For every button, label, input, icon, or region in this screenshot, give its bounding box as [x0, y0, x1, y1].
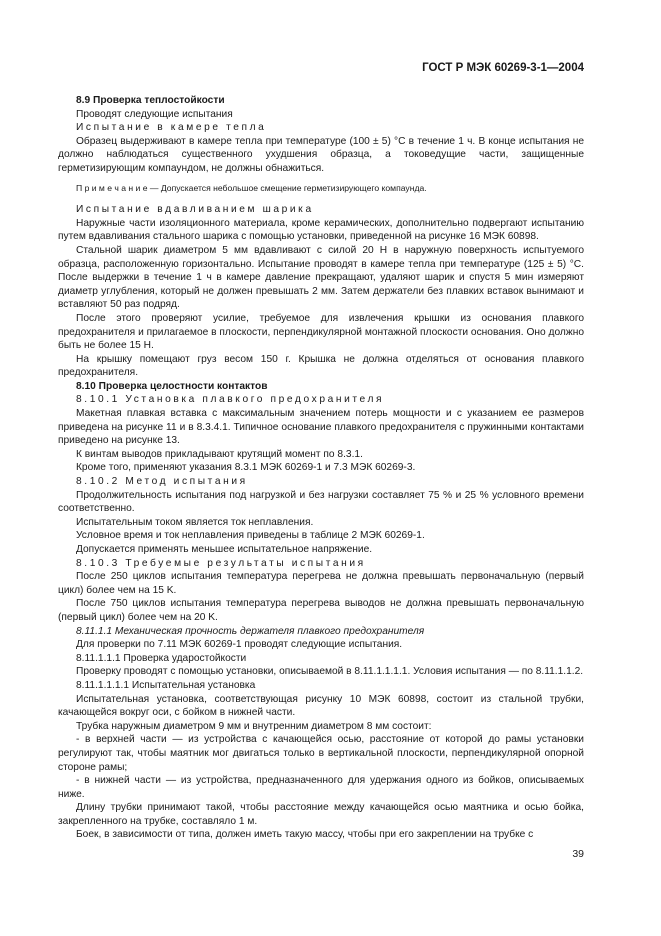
- paragraph: Боек, в зависимости от типа, должен иметь такую массу, чтобы при его закреплении на трубке с: [76, 829, 534, 841]
- subsection-heading: 8.10.1 Установка плавкого предохранителя: [76, 394, 385, 406]
- page-number: 39: [572, 848, 584, 860]
- test-heading: Испытание в камере тепла: [76, 122, 267, 134]
- paragraph: Продолжительность испытания под нагрузкой и без нагрузки составляет 75 % и 25 % условного времени соответственно.: [58, 489, 584, 515]
- paragraph: Кроме того, применяют указания 8.3.1 МЭК 60269-1 и 7.3 МЭК 60269-3.: [76, 462, 416, 474]
- paragraph: Трубка наружным диаметром 9 мм и внутренним диаметром 8 мм состоит:: [76, 720, 432, 732]
- subsection-heading: 8.11.1.1 Механическая прочность держателя плавкого предохранителя: [76, 625, 425, 637]
- paragraph: Испытательная установка, соответствующая рисунку 10 МЭК 60898, состоит из стальной трубки, качающейся вокруг оси, с бойком в нижней части.: [58, 693, 584, 719]
- subsection-heading: 8.10.2 Метод испытания: [76, 476, 248, 488]
- paragraph: Проверку проводят с помощью установки, описываемой в 8.11.1.1.1.1. Условия испытания — по 8.11.1.1.2.: [76, 666, 584, 678]
- paragraph: После 250 циклов испытания температура перегрева не должна превышать первоначальную (первый цикл) более чем на 15 K.: [58, 571, 584, 596]
- paragraph: После этого проверяют усилие, требуемое для извлечения крышки из основания плавкого предохранителя и прилагаемое в плоскости, перпендикулярной монтажной плоскости основания. Оно должно быть не более 15 Н.: [58, 312, 584, 352]
- paragraph: Условное время и ток неплавления приведены в таблице 2 МЭК 60269-1.: [76, 530, 425, 542]
- paragraph: Стальной шарик диаметром 5 мм вдавливают с силой 20 Н в наружную поверхность испытуемого образца, расположенную горизонтально. Испытание проводят в камере тепла при температуре (125 ± 5) °С. После выдержки в течение 1 ч в камере давление прекращают, удаляют шарик и спустя 5 мин измеряют диаметр углубления, который не должен превышать 2 мм. Затем держатели без плавких вставок вынимают и вставляют 50 раз подряд.: [58, 244, 584, 311]
- document-header: ГОСТ Р МЭК 60269-3-1—2004: [422, 62, 584, 74]
- subsection-heading: 8.11.1.1.1 Проверка ударостойкости: [76, 652, 247, 664]
- section-heading-8-9: 8.9 Проверка теплостойкости: [76, 95, 225, 106]
- note: П р и м е ч а н и е — Допускается небольшое смещение герметизирующего компаунда.: [76, 182, 427, 193]
- paragraph: Допускается применять меньшее испытательное напряжение.: [76, 544, 373, 555]
- document-body: [58, 94, 584, 842]
- paragraph: Испытательным током является ток неплавления.: [76, 516, 314, 528]
- subsection-heading: 8.11.1.1.1.1 Испытательная установка: [76, 679, 256, 691]
- paragraph: Наружные части изоляционного материала, кроме керамических, дополнительно подвергают испытанию путем вдавливания стального шарика с помощью установки, приведенной на рисунке 16 МЭК 60898.: [58, 217, 584, 243]
- paragraph: Проводят следующие испытания: [76, 108, 233, 120]
- list-item: - в нижней части — из устройства, предназначенного для удержания одного из бойков, описываемых ниже.: [58, 775, 584, 800]
- paragraph: Макетная плавкая вставка с максимальным значением потерь мощности и с указанием ее размеров приведена на рисунке 11 и в 8.3.4.1. Типичное основание плавкого предохранителя с пружинными контактами приведено на рисунке 13.: [58, 408, 584, 447]
- subsection-heading: 8.10.3 Требуемые результаты испытания: [76, 557, 366, 569]
- section-heading-8-10: 8.10 Проверка целостности контактов: [76, 380, 268, 392]
- paragraph: На крышку помещают груз весом 150 г. Крышка не должна отделяться от основания плавкого предохранителя.: [58, 353, 584, 379]
- paragraph: Образец выдерживают в камере тепла при температуре (100 ± 5) °С в течение 1 ч. В конце испытания не должно наблюдаться существенного ухудшения образца, а токоведущие части, защищенные герметизирующим компаундом, не должны обнажиться.: [58, 135, 584, 174]
- test-heading: Испытание вдавливанием шарика: [76, 204, 314, 216]
- list-item: - в верхней части — из устройства с качающейся осью, расстояние от которой до рамы установки регулируют так, чтобы маятник мог двигаться только в вертикальной плоскости, перпендикулярной опорной стороне рамы;: [58, 734, 584, 773]
- paragraph: К винтам выводов прикладывают крутящий момент по 8.3.1.: [76, 448, 363, 460]
- paragraph: Для проверки по 7.11 МЭК 60269-1 проводят следующие испытания.: [76, 639, 403, 651]
- paragraph: Длину трубки принимают такой, чтобы расстояние между качающейся осью маятника и осью бойка, закрепленного на трубке, составляло 1 м.: [58, 802, 584, 827]
- paragraph: После 750 циклов испытания температура перегрева выводов не должна превышать первоначальную (первый цикл) более чем на 20 K.: [58, 598, 584, 623]
